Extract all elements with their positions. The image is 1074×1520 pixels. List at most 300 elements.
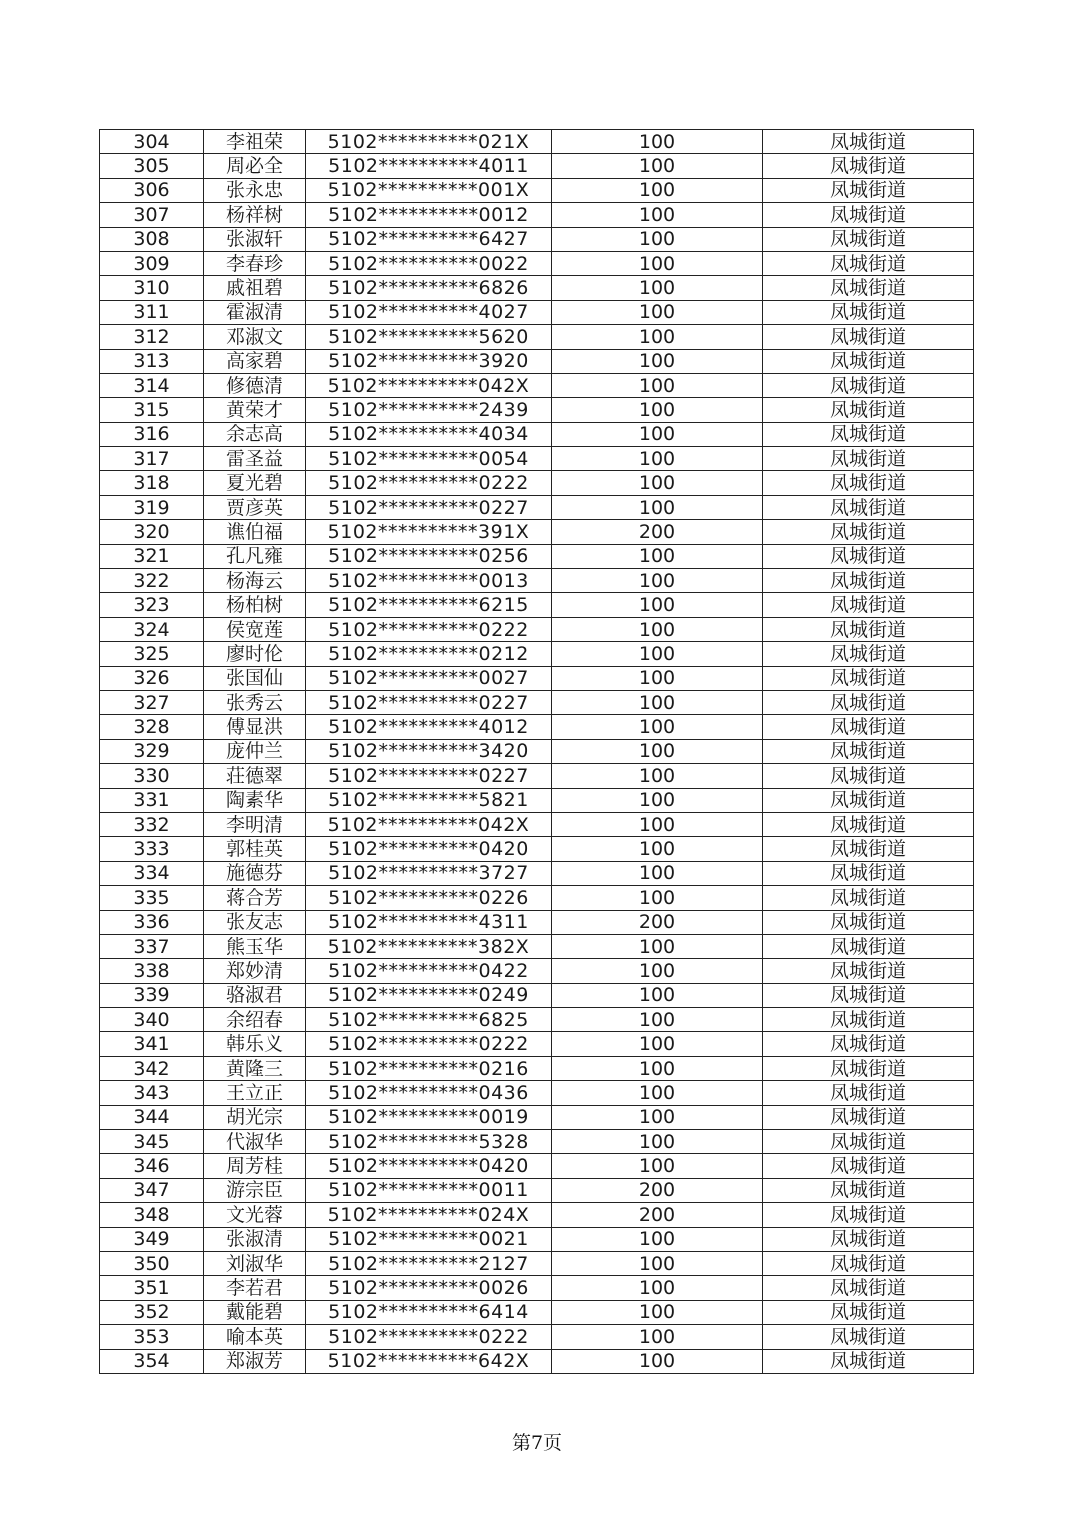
id-number-cell: 5102**********6215 [306, 593, 552, 617]
amount-cell: 100 [552, 398, 763, 422]
id-number-cell: 5102**********6825 [306, 1008, 552, 1032]
row-number-cell: 346 [100, 1154, 204, 1178]
amount-cell: 100 [552, 569, 763, 593]
name-cell: 杨柏树 [204, 593, 306, 617]
table-row [100, 861, 974, 885]
amount-cell: 100 [552, 325, 763, 349]
table-row [100, 1178, 974, 1202]
district-cell: 凤城街道 [763, 1178, 974, 1202]
id-number-cell: 5102**********4027 [306, 300, 552, 324]
row-number-cell: 350 [100, 1251, 204, 1275]
name-cell: 刘淑华 [204, 1251, 306, 1275]
name-cell: 戴能碧 [204, 1300, 306, 1324]
name-cell: 夏光碧 [204, 471, 306, 495]
amount-cell: 100 [552, 1251, 763, 1275]
table-row [100, 471, 974, 495]
name-cell: 文光蓉 [204, 1203, 306, 1227]
id-number-cell: 5102**********0021 [306, 1227, 552, 1251]
name-cell: 周芳桂 [204, 1154, 306, 1178]
district-cell: 凤城街道 [763, 1154, 974, 1178]
amount-cell: 100 [552, 886, 763, 910]
district-cell: 凤城街道 [763, 617, 974, 641]
id-number-cell: 5102**********0227 [306, 690, 552, 714]
amount-cell: 100 [552, 666, 763, 690]
name-cell: 霍淑清 [204, 300, 306, 324]
id-number-cell: 5102**********4034 [306, 422, 552, 446]
district-cell: 凤城街道 [763, 642, 974, 666]
name-cell: 杨祥树 [204, 203, 306, 227]
id-number-cell: 5102**********0212 [306, 642, 552, 666]
row-number-cell: 304 [100, 130, 204, 154]
table-row [100, 666, 974, 690]
district-cell: 凤城街道 [763, 861, 974, 885]
name-cell: 贾彦英 [204, 495, 306, 519]
id-number-cell: 5102**********024X [306, 1203, 552, 1227]
amount-cell: 100 [552, 1325, 763, 1349]
district-cell: 凤城街道 [763, 325, 974, 349]
name-cell: 骆淑君 [204, 983, 306, 1007]
district-cell: 凤城街道 [763, 251, 974, 275]
amount-cell: 100 [552, 1276, 763, 1300]
id-number-cell: 5102**********3420 [306, 739, 552, 763]
name-cell: 张淑清 [204, 1227, 306, 1251]
district-cell: 凤城街道 [763, 1056, 974, 1080]
id-number-cell: 5102**********0436 [306, 1081, 552, 1105]
amount-cell: 200 [552, 1203, 763, 1227]
id-number-cell: 5102**********6826 [306, 276, 552, 300]
row-number-cell: 340 [100, 1008, 204, 1032]
name-cell: 邓淑文 [204, 325, 306, 349]
name-cell: 蒋合芳 [204, 886, 306, 910]
district-cell: 凤城街道 [763, 1105, 974, 1129]
amount-cell: 100 [552, 617, 763, 641]
name-cell: 傅显洪 [204, 715, 306, 739]
name-cell: 余绍春 [204, 1008, 306, 1032]
id-number-cell: 5102**********3727 [306, 861, 552, 885]
table-row [100, 886, 974, 910]
amount-cell: 200 [552, 1178, 763, 1202]
district-cell: 凤城街道 [763, 398, 974, 422]
row-number-cell: 308 [100, 227, 204, 251]
id-number-cell: 5102**********0222 [306, 1325, 552, 1349]
table-row [100, 1008, 974, 1032]
amount-cell: 100 [552, 251, 763, 275]
district-cell: 凤城街道 [763, 959, 974, 983]
row-number-cell: 341 [100, 1032, 204, 1056]
row-number-cell: 330 [100, 764, 204, 788]
row-number-cell: 307 [100, 203, 204, 227]
name-cell: 侯宽莲 [204, 617, 306, 641]
id-number-cell: 5102**********0013 [306, 569, 552, 593]
id-number-cell: 5102**********021X [306, 130, 552, 154]
district-cell: 凤城街道 [763, 837, 974, 861]
roster-table-body [100, 130, 974, 1374]
table-row [100, 203, 974, 227]
name-cell: 郭桂英 [204, 837, 306, 861]
name-cell: 黄隆三 [204, 1056, 306, 1080]
name-cell: 黄荣才 [204, 398, 306, 422]
row-number-cell: 325 [100, 642, 204, 666]
district-cell: 凤城街道 [763, 1203, 974, 1227]
amount-cell: 100 [552, 373, 763, 397]
row-number-cell: 337 [100, 934, 204, 958]
table-row [100, 1300, 974, 1324]
name-cell: 张永忠 [204, 178, 306, 202]
table-row [100, 495, 974, 519]
id-number-cell: 5102**********391X [306, 520, 552, 544]
row-number-cell: 328 [100, 715, 204, 739]
table-row [100, 373, 974, 397]
id-number-cell: 5102**********6427 [306, 227, 552, 251]
row-number-cell: 344 [100, 1105, 204, 1129]
table-row [100, 788, 974, 812]
row-number-cell: 335 [100, 886, 204, 910]
row-number-cell: 332 [100, 812, 204, 836]
table-row [100, 1227, 974, 1251]
name-cell: 孔凡雍 [204, 544, 306, 568]
table-row [100, 1276, 974, 1300]
amount-cell: 100 [552, 1227, 763, 1251]
district-cell: 凤城街道 [763, 1300, 974, 1324]
amount-cell: 100 [552, 837, 763, 861]
row-number-cell: 322 [100, 569, 204, 593]
amount-cell: 100 [552, 1105, 763, 1129]
id-number-cell: 5102**********0026 [306, 1276, 552, 1300]
table-row [100, 349, 974, 373]
row-number-cell: 329 [100, 739, 204, 763]
table-row [100, 1349, 974, 1373]
district-cell: 凤城街道 [763, 739, 974, 763]
id-number-cell: 5102**********0054 [306, 447, 552, 471]
amount-cell: 100 [552, 544, 763, 568]
name-cell: 修德清 [204, 373, 306, 397]
name-cell: 雷圣益 [204, 447, 306, 471]
district-cell: 凤城街道 [763, 130, 974, 154]
amount-cell: 100 [552, 471, 763, 495]
table-row [100, 447, 974, 471]
id-number-cell: 5102**********0222 [306, 1032, 552, 1056]
name-cell: 张淑轩 [204, 227, 306, 251]
row-number-cell: 318 [100, 471, 204, 495]
name-cell: 杨海云 [204, 569, 306, 593]
district-cell: 凤城街道 [763, 764, 974, 788]
table-row [100, 1203, 974, 1227]
id-number-cell: 5102**********0216 [306, 1056, 552, 1080]
name-cell: 高家碧 [204, 349, 306, 373]
amount-cell: 100 [552, 422, 763, 446]
amount-cell: 100 [552, 959, 763, 983]
amount-cell: 100 [552, 495, 763, 519]
amount-cell: 100 [552, 300, 763, 324]
row-number-cell: 352 [100, 1300, 204, 1324]
name-cell: 李春珍 [204, 251, 306, 275]
table-row [100, 715, 974, 739]
table-row [100, 325, 974, 349]
amount-cell: 100 [552, 642, 763, 666]
id-number-cell: 5102**********642X [306, 1349, 552, 1373]
district-cell: 凤城街道 [763, 373, 974, 397]
row-number-cell: 314 [100, 373, 204, 397]
id-number-cell: 5102**********0420 [306, 1154, 552, 1178]
name-cell: 余志高 [204, 422, 306, 446]
district-cell: 凤城街道 [763, 520, 974, 544]
amount-cell: 100 [552, 1056, 763, 1080]
district-cell: 凤城街道 [763, 593, 974, 617]
row-number-cell: 345 [100, 1130, 204, 1154]
district-cell: 凤城街道 [763, 812, 974, 836]
table-row [100, 1130, 974, 1154]
district-cell: 凤城街道 [763, 471, 974, 495]
table-row [100, 276, 974, 300]
table-row [100, 1154, 974, 1178]
table-row [100, 1081, 974, 1105]
district-cell: 凤城街道 [763, 422, 974, 446]
row-number-cell: 339 [100, 983, 204, 1007]
amount-cell: 100 [552, 812, 763, 836]
amount-cell: 100 [552, 1349, 763, 1373]
name-cell: 郑妙清 [204, 959, 306, 983]
amount-cell: 100 [552, 227, 763, 251]
table-row [100, 178, 974, 202]
name-cell: 陶素华 [204, 788, 306, 812]
amount-cell: 100 [552, 861, 763, 885]
row-number-cell: 311 [100, 300, 204, 324]
row-number-cell: 313 [100, 349, 204, 373]
row-number-cell: 305 [100, 154, 204, 178]
row-number-cell: 310 [100, 276, 204, 300]
id-number-cell: 5102**********0027 [306, 666, 552, 690]
id-number-cell: 5102**********0011 [306, 1178, 552, 1202]
id-number-cell: 5102**********4311 [306, 910, 552, 934]
amount-cell: 100 [552, 983, 763, 1007]
district-cell: 凤城街道 [763, 495, 974, 519]
district-cell: 凤城街道 [763, 447, 974, 471]
id-number-cell: 5102**********042X [306, 373, 552, 397]
name-cell: 戚祖碧 [204, 276, 306, 300]
district-cell: 凤城街道 [763, 1349, 974, 1373]
id-number-cell: 5102**********5821 [306, 788, 552, 812]
district-cell: 凤城街道 [763, 544, 974, 568]
amount-cell: 100 [552, 593, 763, 617]
district-cell: 凤城街道 [763, 715, 974, 739]
name-cell: 施德芬 [204, 861, 306, 885]
name-cell: 李若君 [204, 1276, 306, 1300]
id-number-cell: 5102**********2439 [306, 398, 552, 422]
amount-cell: 100 [552, 349, 763, 373]
row-number-cell: 306 [100, 178, 204, 202]
roster-table [99, 129, 974, 1374]
row-number-cell: 342 [100, 1056, 204, 1080]
name-cell: 谯伯福 [204, 520, 306, 544]
id-number-cell: 5102**********4011 [306, 154, 552, 178]
amount-cell: 100 [552, 447, 763, 471]
district-cell: 凤城街道 [763, 178, 974, 202]
row-number-cell: 338 [100, 959, 204, 983]
table-row [100, 300, 974, 324]
name-cell: 王立正 [204, 1081, 306, 1105]
district-cell: 凤城街道 [763, 1276, 974, 1300]
name-cell: 周必全 [204, 154, 306, 178]
id-number-cell: 5102**********001X [306, 178, 552, 202]
id-number-cell: 5102**********0226 [306, 886, 552, 910]
amount-cell: 100 [552, 934, 763, 958]
name-cell: 李明清 [204, 812, 306, 836]
name-cell: 熊玉华 [204, 934, 306, 958]
id-number-cell: 5102**********6414 [306, 1300, 552, 1324]
district-cell: 凤城街道 [763, 886, 974, 910]
id-number-cell: 5102**********5620 [306, 325, 552, 349]
district-cell: 凤城街道 [763, 1130, 974, 1154]
row-number-cell: 323 [100, 593, 204, 617]
district-cell: 凤城街道 [763, 569, 974, 593]
district-cell: 凤城街道 [763, 1325, 974, 1349]
row-number-cell: 309 [100, 251, 204, 275]
row-number-cell: 349 [100, 1227, 204, 1251]
row-number-cell: 333 [100, 837, 204, 861]
district-cell: 凤城街道 [763, 227, 974, 251]
table-row [100, 227, 974, 251]
table-row [100, 983, 974, 1007]
row-number-cell: 319 [100, 495, 204, 519]
row-number-cell: 343 [100, 1081, 204, 1105]
id-number-cell: 5102**********0022 [306, 251, 552, 275]
row-number-cell: 327 [100, 690, 204, 714]
id-number-cell: 5102**********0249 [306, 983, 552, 1007]
id-number-cell: 5102**********0227 [306, 764, 552, 788]
row-number-cell: 316 [100, 422, 204, 446]
table-row [100, 1105, 974, 1129]
district-cell: 凤城街道 [763, 349, 974, 373]
amount-cell: 100 [552, 1008, 763, 1032]
amount-cell: 100 [552, 788, 763, 812]
table-row [100, 959, 974, 983]
table-row [100, 569, 974, 593]
row-number-cell: 321 [100, 544, 204, 568]
table-row [100, 130, 974, 154]
row-number-cell: 334 [100, 861, 204, 885]
id-number-cell: 5102**********5328 [306, 1130, 552, 1154]
id-number-cell: 5102**********042X [306, 812, 552, 836]
table-row [100, 1325, 974, 1349]
table-row [100, 812, 974, 836]
amount-cell: 100 [552, 739, 763, 763]
table-row [100, 1056, 974, 1080]
table-row [100, 934, 974, 958]
amount-cell: 100 [552, 1130, 763, 1154]
id-number-cell: 5102**********2127 [306, 1251, 552, 1275]
name-cell: 张秀云 [204, 690, 306, 714]
row-number-cell: 312 [100, 325, 204, 349]
table-row [100, 422, 974, 446]
id-number-cell: 5102**********0222 [306, 617, 552, 641]
id-number-cell: 5102**********0012 [306, 203, 552, 227]
name-cell: 喻本英 [204, 1325, 306, 1349]
table-row [100, 398, 974, 422]
amount-cell: 200 [552, 910, 763, 934]
table-row [100, 837, 974, 861]
table-row [100, 520, 974, 544]
table-row [100, 1032, 974, 1056]
row-number-cell: 354 [100, 1349, 204, 1373]
amount-cell: 100 [552, 178, 763, 202]
district-cell: 凤城街道 [763, 1008, 974, 1032]
district-cell: 凤城街道 [763, 1251, 974, 1275]
amount-cell: 100 [552, 715, 763, 739]
name-cell: 游宗臣 [204, 1178, 306, 1202]
district-cell: 凤城街道 [763, 1032, 974, 1056]
id-number-cell: 5102**********0222 [306, 471, 552, 495]
name-cell: 廖时伦 [204, 642, 306, 666]
row-number-cell: 347 [100, 1178, 204, 1202]
row-number-cell: 336 [100, 910, 204, 934]
district-cell: 凤城街道 [763, 154, 974, 178]
table-row [100, 642, 974, 666]
id-number-cell: 5102**********3920 [306, 349, 552, 373]
district-cell: 凤城街道 [763, 934, 974, 958]
id-number-cell: 5102**********0422 [306, 959, 552, 983]
row-number-cell: 351 [100, 1276, 204, 1300]
row-number-cell: 315 [100, 398, 204, 422]
table-row [100, 764, 974, 788]
table-row [100, 251, 974, 275]
row-number-cell: 324 [100, 617, 204, 641]
id-number-cell: 5102**********382X [306, 934, 552, 958]
table-row [100, 739, 974, 763]
table-row [100, 910, 974, 934]
name-cell: 庞仲兰 [204, 739, 306, 763]
name-cell: 胡光宗 [204, 1105, 306, 1129]
amount-cell: 100 [552, 1154, 763, 1178]
amount-cell: 100 [552, 1300, 763, 1324]
row-number-cell: 326 [100, 666, 204, 690]
row-number-cell: 317 [100, 447, 204, 471]
id-number-cell: 5102**********0227 [306, 495, 552, 519]
amount-cell: 100 [552, 203, 763, 227]
district-cell: 凤城街道 [763, 983, 974, 1007]
district-cell: 凤城街道 [763, 300, 974, 324]
table-row [100, 617, 974, 641]
name-cell: 郑淑芳 [204, 1349, 306, 1373]
amount-cell: 100 [552, 276, 763, 300]
id-number-cell: 5102**********0256 [306, 544, 552, 568]
amount-cell: 100 [552, 690, 763, 714]
name-cell: 代淑华 [204, 1130, 306, 1154]
district-cell: 凤城街道 [763, 690, 974, 714]
table-row [100, 593, 974, 617]
table-row [100, 1251, 974, 1275]
amount-cell: 100 [552, 764, 763, 788]
district-cell: 凤城街道 [763, 666, 974, 690]
table-row [100, 544, 974, 568]
district-cell: 凤城街道 [763, 276, 974, 300]
amount-cell: 100 [552, 1032, 763, 1056]
id-number-cell: 5102**********4012 [306, 715, 552, 739]
name-cell: 张友志 [204, 910, 306, 934]
amount-cell: 100 [552, 130, 763, 154]
row-number-cell: 348 [100, 1203, 204, 1227]
district-cell: 凤城街道 [763, 1227, 974, 1251]
amount-cell: 100 [552, 1081, 763, 1105]
district-cell: 凤城街道 [763, 203, 974, 227]
row-number-cell: 320 [100, 520, 204, 544]
id-number-cell: 5102**********0420 [306, 837, 552, 861]
row-number-cell: 331 [100, 788, 204, 812]
name-cell: 张国仙 [204, 666, 306, 690]
amount-cell: 200 [552, 520, 763, 544]
district-cell: 凤城街道 [763, 910, 974, 934]
name-cell: 李祖荣 [204, 130, 306, 154]
amount-cell: 100 [552, 154, 763, 178]
